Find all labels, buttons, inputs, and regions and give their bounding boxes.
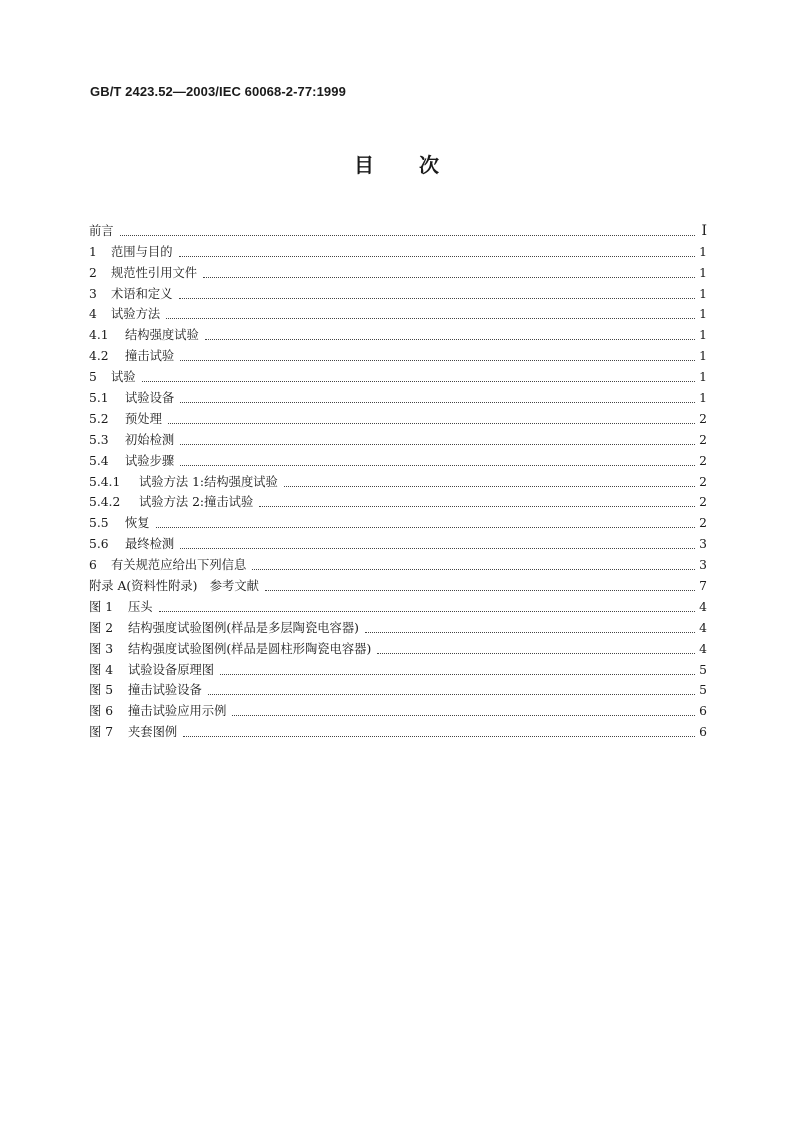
- toc-entry[interactable]: [89, 573, 707, 594]
- toc-entry-number: 图 1: [89, 599, 114, 614]
- toc-entry-page: 2: [699, 474, 707, 489]
- toc-entry[interactable]: [89, 385, 707, 406]
- title-char-2: 次: [419, 153, 440, 177]
- toc-entry-number: 5.4.2: [89, 495, 121, 510]
- toc-entry-page: 4: [699, 599, 707, 614]
- toc-entry[interactable]: [89, 698, 707, 719]
- toc-entry-title: 规范性引用文件: [111, 265, 198, 280]
- toc-entry-label: [89, 558, 246, 573]
- toc-entry-page: 4: [699, 641, 707, 656]
- toc-entry-label: [89, 600, 153, 615]
- toc-entry-label: [89, 328, 199, 343]
- toc-entry[interactable]: [89, 490, 707, 511]
- toc-entry[interactable]: [89, 594, 707, 615]
- toc-entry-label: [89, 537, 174, 552]
- toc-entry-label: [89, 454, 174, 469]
- toc-dot-leader: [156, 527, 695, 528]
- toc-entry-label: [89, 663, 214, 678]
- document-code: GB/T 2423.52—2003/IEC 60068-2-77:1999: [90, 84, 346, 99]
- toc-dot-leader: [180, 444, 695, 445]
- toc-entry[interactable]: [89, 281, 707, 302]
- toc-entry-number: 4.1: [89, 328, 109, 343]
- toc-entry-number: 图 3: [89, 641, 114, 656]
- toc-dot-leader: [220, 674, 695, 675]
- toc-entry[interactable]: [89, 239, 707, 260]
- toc-entry[interactable]: [89, 343, 707, 364]
- toc-entry-number: 6: [89, 558, 97, 573]
- toc-entry-page: 5: [699, 683, 707, 698]
- toc-entry-page: 1: [699, 244, 707, 259]
- toc-entry-title: 最终检测: [125, 537, 175, 552]
- toc-entry[interactable]: [89, 552, 707, 573]
- toc-entry-page: 1: [699, 349, 707, 364]
- toc-entry-title: 范围与目的: [111, 244, 173, 259]
- toc-entry[interactable]: [89, 469, 707, 490]
- toc-entry-label: [89, 516, 150, 531]
- toc-dot-leader: [208, 694, 695, 695]
- toc-entry-label: [89, 370, 136, 385]
- toc-entry-page: I: [701, 222, 707, 239]
- toc-entry-label: [89, 266, 197, 281]
- toc-entry-number: 5.6: [89, 537, 109, 552]
- toc-entry-number: 图 4: [89, 662, 114, 677]
- toc-entry-title: 附录 A(资料性附录) 参考文献: [89, 579, 259, 594]
- toc-entry-title: 有关规范应给出下列信息: [111, 558, 247, 573]
- toc-entry-label: [89, 725, 177, 740]
- toc-entry-number: 图 5: [89, 683, 114, 698]
- toc-entry-label: [89, 224, 114, 239]
- toc-entry-number: 2: [89, 265, 97, 280]
- toc-entry-title: 夹套图例: [128, 725, 178, 740]
- toc-dot-leader: [180, 402, 695, 403]
- toc-entry-page: 1: [699, 370, 707, 385]
- toc-entry-label: [89, 245, 173, 260]
- toc-dot-leader: [180, 465, 695, 466]
- toc-entry-page: 3: [699, 558, 707, 573]
- toc-entry-title: 试验步骤: [125, 453, 175, 468]
- toc-dot-leader: [259, 506, 695, 507]
- toc-entry-title: 试验方法: [111, 307, 161, 322]
- toc-entry[interactable]: [89, 510, 707, 531]
- toc-dot-leader: [365, 632, 695, 633]
- toc-entry-label: [89, 704, 226, 719]
- toc-entry-page: 4: [699, 620, 707, 635]
- toc-entry-title: 结构强度试验图例(样品是圆柱形陶瓷电容器): [128, 641, 372, 656]
- toc-entry-title: 术语和定义: [111, 286, 173, 301]
- toc-entry-label: [89, 391, 174, 406]
- toc-entry[interactable]: [89, 302, 707, 323]
- toc-dot-leader: [284, 486, 695, 487]
- toc-entry-number: 5.2: [89, 411, 109, 426]
- toc-entry-title: 撞击试验应用示例: [128, 704, 227, 719]
- page-title: [0, 152, 794, 178]
- toc-entry[interactable]: [89, 218, 707, 239]
- toc-entry-number: 5: [89, 370, 97, 385]
- toc-entry-title: 试验方法 1:结构强度试验: [139, 474, 278, 489]
- toc-entry-page: 6: [699, 725, 707, 740]
- toc-dot-leader: [159, 611, 695, 612]
- toc-entry[interactable]: [89, 427, 707, 448]
- toc-entry-title: 试验设备原理图: [128, 662, 215, 677]
- toc-entry-label: [89, 683, 202, 698]
- toc-entry-number: 5.4.1: [89, 474, 121, 489]
- toc-entry-label: [89, 642, 371, 657]
- toc-entry-page: 2: [699, 432, 707, 447]
- toc-entry-number: 5.5: [89, 516, 109, 531]
- toc-entry[interactable]: [89, 636, 707, 657]
- toc-dot-leader: [180, 360, 695, 361]
- toc-entry-number: 1: [89, 244, 97, 259]
- toc-entry[interactable]: [89, 615, 707, 636]
- toc-entry-label: [89, 621, 359, 636]
- toc-dot-leader: [166, 318, 695, 319]
- toc-entry-number: 图 6: [89, 704, 114, 719]
- toc-entry[interactable]: [89, 678, 707, 699]
- toc-entry-title: 前言: [89, 223, 114, 238]
- toc-dot-leader: [168, 423, 695, 424]
- toc-dot-leader: [142, 381, 695, 382]
- toc-dot-leader: [179, 298, 696, 299]
- toc-entry[interactable]: [89, 322, 707, 343]
- toc-entry-label: [89, 287, 173, 302]
- toc-entry-label: [89, 579, 259, 594]
- toc-entry[interactable]: [89, 406, 707, 427]
- toc-entry-page: 1: [699, 307, 707, 322]
- toc-entry-number: 5.3: [89, 432, 109, 447]
- toc-entry-title: 试验方法 2:撞击试验: [139, 495, 254, 510]
- toc-entry[interactable]: [89, 719, 707, 740]
- toc-entry-title: 压头: [128, 599, 153, 614]
- toc-entry[interactable]: [89, 657, 707, 678]
- toc-entry-title: 恢复: [125, 516, 150, 531]
- toc-entry-title: 撞击试验: [125, 349, 175, 364]
- toc-dot-leader: [205, 339, 695, 340]
- toc-entry-number: 图 7: [89, 725, 114, 740]
- toc-entry-page: 1: [699, 265, 707, 280]
- toc-dot-leader: [252, 569, 695, 570]
- toc-entry-title: 结构强度试验: [125, 328, 199, 343]
- toc-entry[interactable]: [89, 448, 707, 469]
- toc-entry-title: 结构强度试验图例(样品是多层陶瓷电容器): [128, 620, 359, 635]
- toc-entry-label: [89, 349, 174, 364]
- toc-entry-page: 7: [699, 579, 707, 594]
- toc-entry-label: [89, 475, 278, 490]
- toc-entry[interactable]: [89, 260, 707, 281]
- toc-entry-number: 5.1: [89, 391, 109, 406]
- toc-entry-page: 6: [699, 704, 707, 719]
- toc-dot-leader: [265, 590, 695, 591]
- toc-entry-page: 2: [699, 495, 707, 510]
- toc-dot-leader: [120, 235, 695, 236]
- toc-entry-page: 1: [699, 391, 707, 406]
- toc-entry-title: 试验设备: [125, 391, 175, 406]
- toc-entry[interactable]: [89, 364, 707, 385]
- toc-dot-leader: [203, 277, 695, 278]
- toc-entry-title: 撞击试验设备: [128, 683, 202, 698]
- toc-entry-title: 初始检测: [125, 432, 175, 447]
- toc-entry-page: 2: [699, 411, 707, 426]
- table-of-contents: [89, 218, 707, 740]
- toc-entry-page: 2: [699, 453, 707, 468]
- toc-entry-label: [89, 433, 174, 448]
- toc-entry[interactable]: [89, 531, 707, 552]
- toc-dot-leader: [179, 256, 696, 257]
- toc-dot-leader: [232, 715, 695, 716]
- toc-entry-number: 4.2: [89, 349, 109, 364]
- toc-entry-label: [89, 495, 253, 510]
- toc-entry-title: 预处理: [125, 411, 162, 426]
- toc-entry-number: 5.4: [89, 453, 109, 468]
- toc-dot-leader: [377, 653, 695, 654]
- toc-entry-page: 5: [699, 662, 707, 677]
- toc-entry-page: 2: [699, 516, 707, 531]
- toc-entry-label: [89, 412, 162, 427]
- toc-entry-page: 1: [699, 328, 707, 343]
- toc-entry-page: 3: [699, 537, 707, 552]
- title-char-1: 目: [354, 153, 375, 177]
- toc-entry-page: 1: [699, 286, 707, 301]
- toc-dot-leader: [183, 736, 695, 737]
- toc-entry-title: 试验: [111, 370, 136, 385]
- toc-entry-number: 4: [89, 307, 97, 322]
- toc-entry-number: 图 2: [89, 620, 114, 635]
- toc-entry-number: 3: [89, 286, 97, 301]
- toc-entry-label: [89, 307, 160, 322]
- toc-dot-leader: [180, 548, 695, 549]
